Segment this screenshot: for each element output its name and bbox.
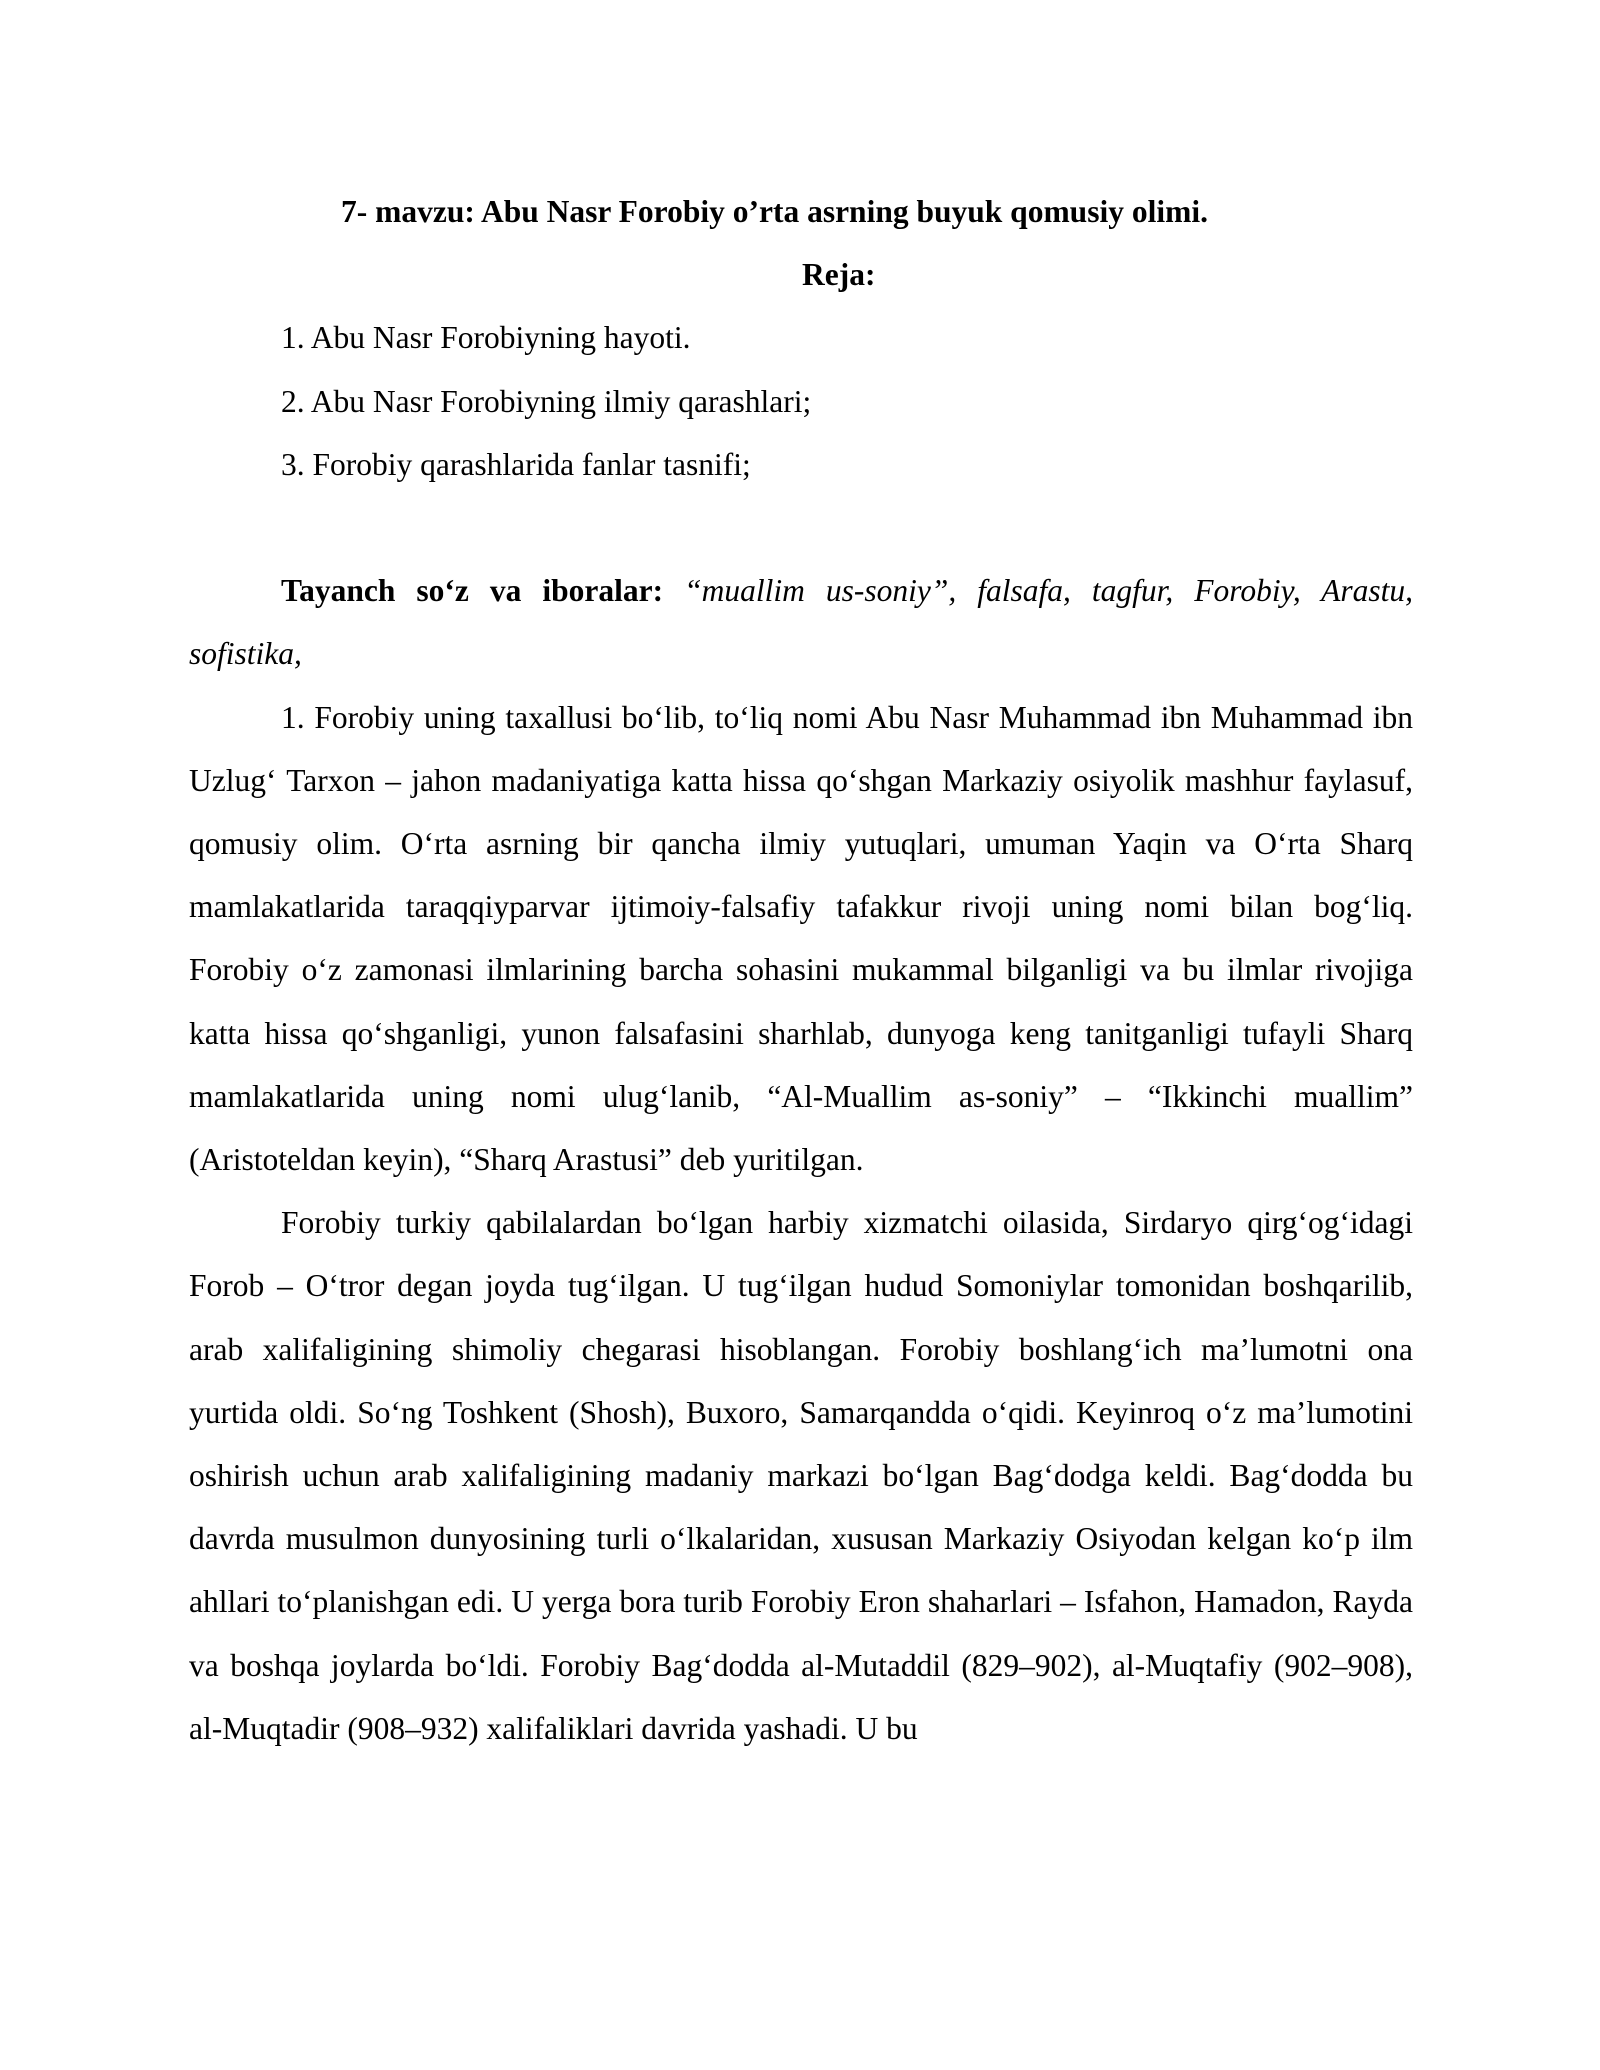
body-paragraph-2: Forobiy turkiy qabilalardan bo‘lgan harbiy xizmatchi oilasida, Sirdaryo qirg‘og‘idagi Forob – O‘tror degan joyda tug‘ilgan. U tug‘ilgan hudud Somoniylar tomonidan boshqarilib, arab xalifaligining shimoliy chegarasi hisoblangan. Forobiy boshlang‘ich ma’lumotni ona yurtida oldi. So‘ng Toshkent (Shosh), Buxoro, Samarqandda o‘qidi. Keyinroq o‘z ma’lumotini oshirish uchun arab xalifaligining madaniy markazi bo‘lgan Bag‘dodga keldi. Bag‘dodda bu davrda musulmon dunyosining turli o‘lkalaridan, xususan Markaziy Osiyodan kelgan ko‘p ilm ahllari to‘planishgan edi. U yerga bora turib Forobiy Eron shaharlari – Isfahon, Hamadon, Rayda va boshqa joylarda bo‘ldi. Forobiy Bag‘dodda al-Mutaddil (829–902), al-Muqtafiy (902–908), al-Muqtadir (908–932) xalifaliklari davrida yashadi. U bu	[189, 1205, 1413, 1746]
plan-item: 1. Abu Nasr Forobiyning hayoti.	[281, 320, 691, 356]
body-paragraph-1: 1. Forobiy uning taxallusi bo‘lib, to‘liq nomi Abu Nasr Muhammad ibn Muhammad ibn Uzlug‘ Tarxon – jahon madaniyatiga katta hissa qo‘shgan Markaziy osiyolik mashhur faylasuf, qomusiy olim. O‘rta asrning bir qancha ilmiy yutuqlari, umuman Yaqin va O‘rta Sharq mamlakatlarida taraqqiyparvar ijtimoiy-falsafiy tafakkur rivoji uning nomi bilan bog‘liq. Forobiy o‘z zamonasi ilmlarining barcha sohasini mukammal bilganligi va bu ilmlar rivojiga katta hissa qo‘shganligi, yunon falsafasini sharhlab, dunyoga keng tanitganligi tufayli Sharq mamlakatlarida uning nomi ulug‘lanib, “Al-Muallim as-soniy” – “Ikkinchi muallim” (Aristoteldan keyin), “Sharq Arastusi” deb yuritilgan.	[189, 699, 1413, 1178]
blank-line	[189, 496, 1413, 559]
plan-heading: Reja:	[802, 257, 876, 293]
document-body	[189, 180, 1413, 1760]
plan-item: 2. Abu Nasr Forobiyning ilmiy qarashlari;	[281, 383, 812, 419]
keywords-label: Tayanch so‘z va iboralar:	[281, 573, 664, 609]
keywords-text: “muallim us-soniy”, falsafa, tagfur, Forobiy, Arastu, sofistika,	[189, 573, 1413, 672]
keywords-paragraph	[189, 559, 1413, 685]
plan-item: 3. Forobiy qarashlarida fanlar tasnifi;	[281, 446, 751, 482]
plan-list	[189, 306, 1413, 496]
lecture-title: 7- mavzu: Abu Nasr Forobiy o’rta asrning buyuk qomusiy olimi.	[341, 194, 1208, 229]
